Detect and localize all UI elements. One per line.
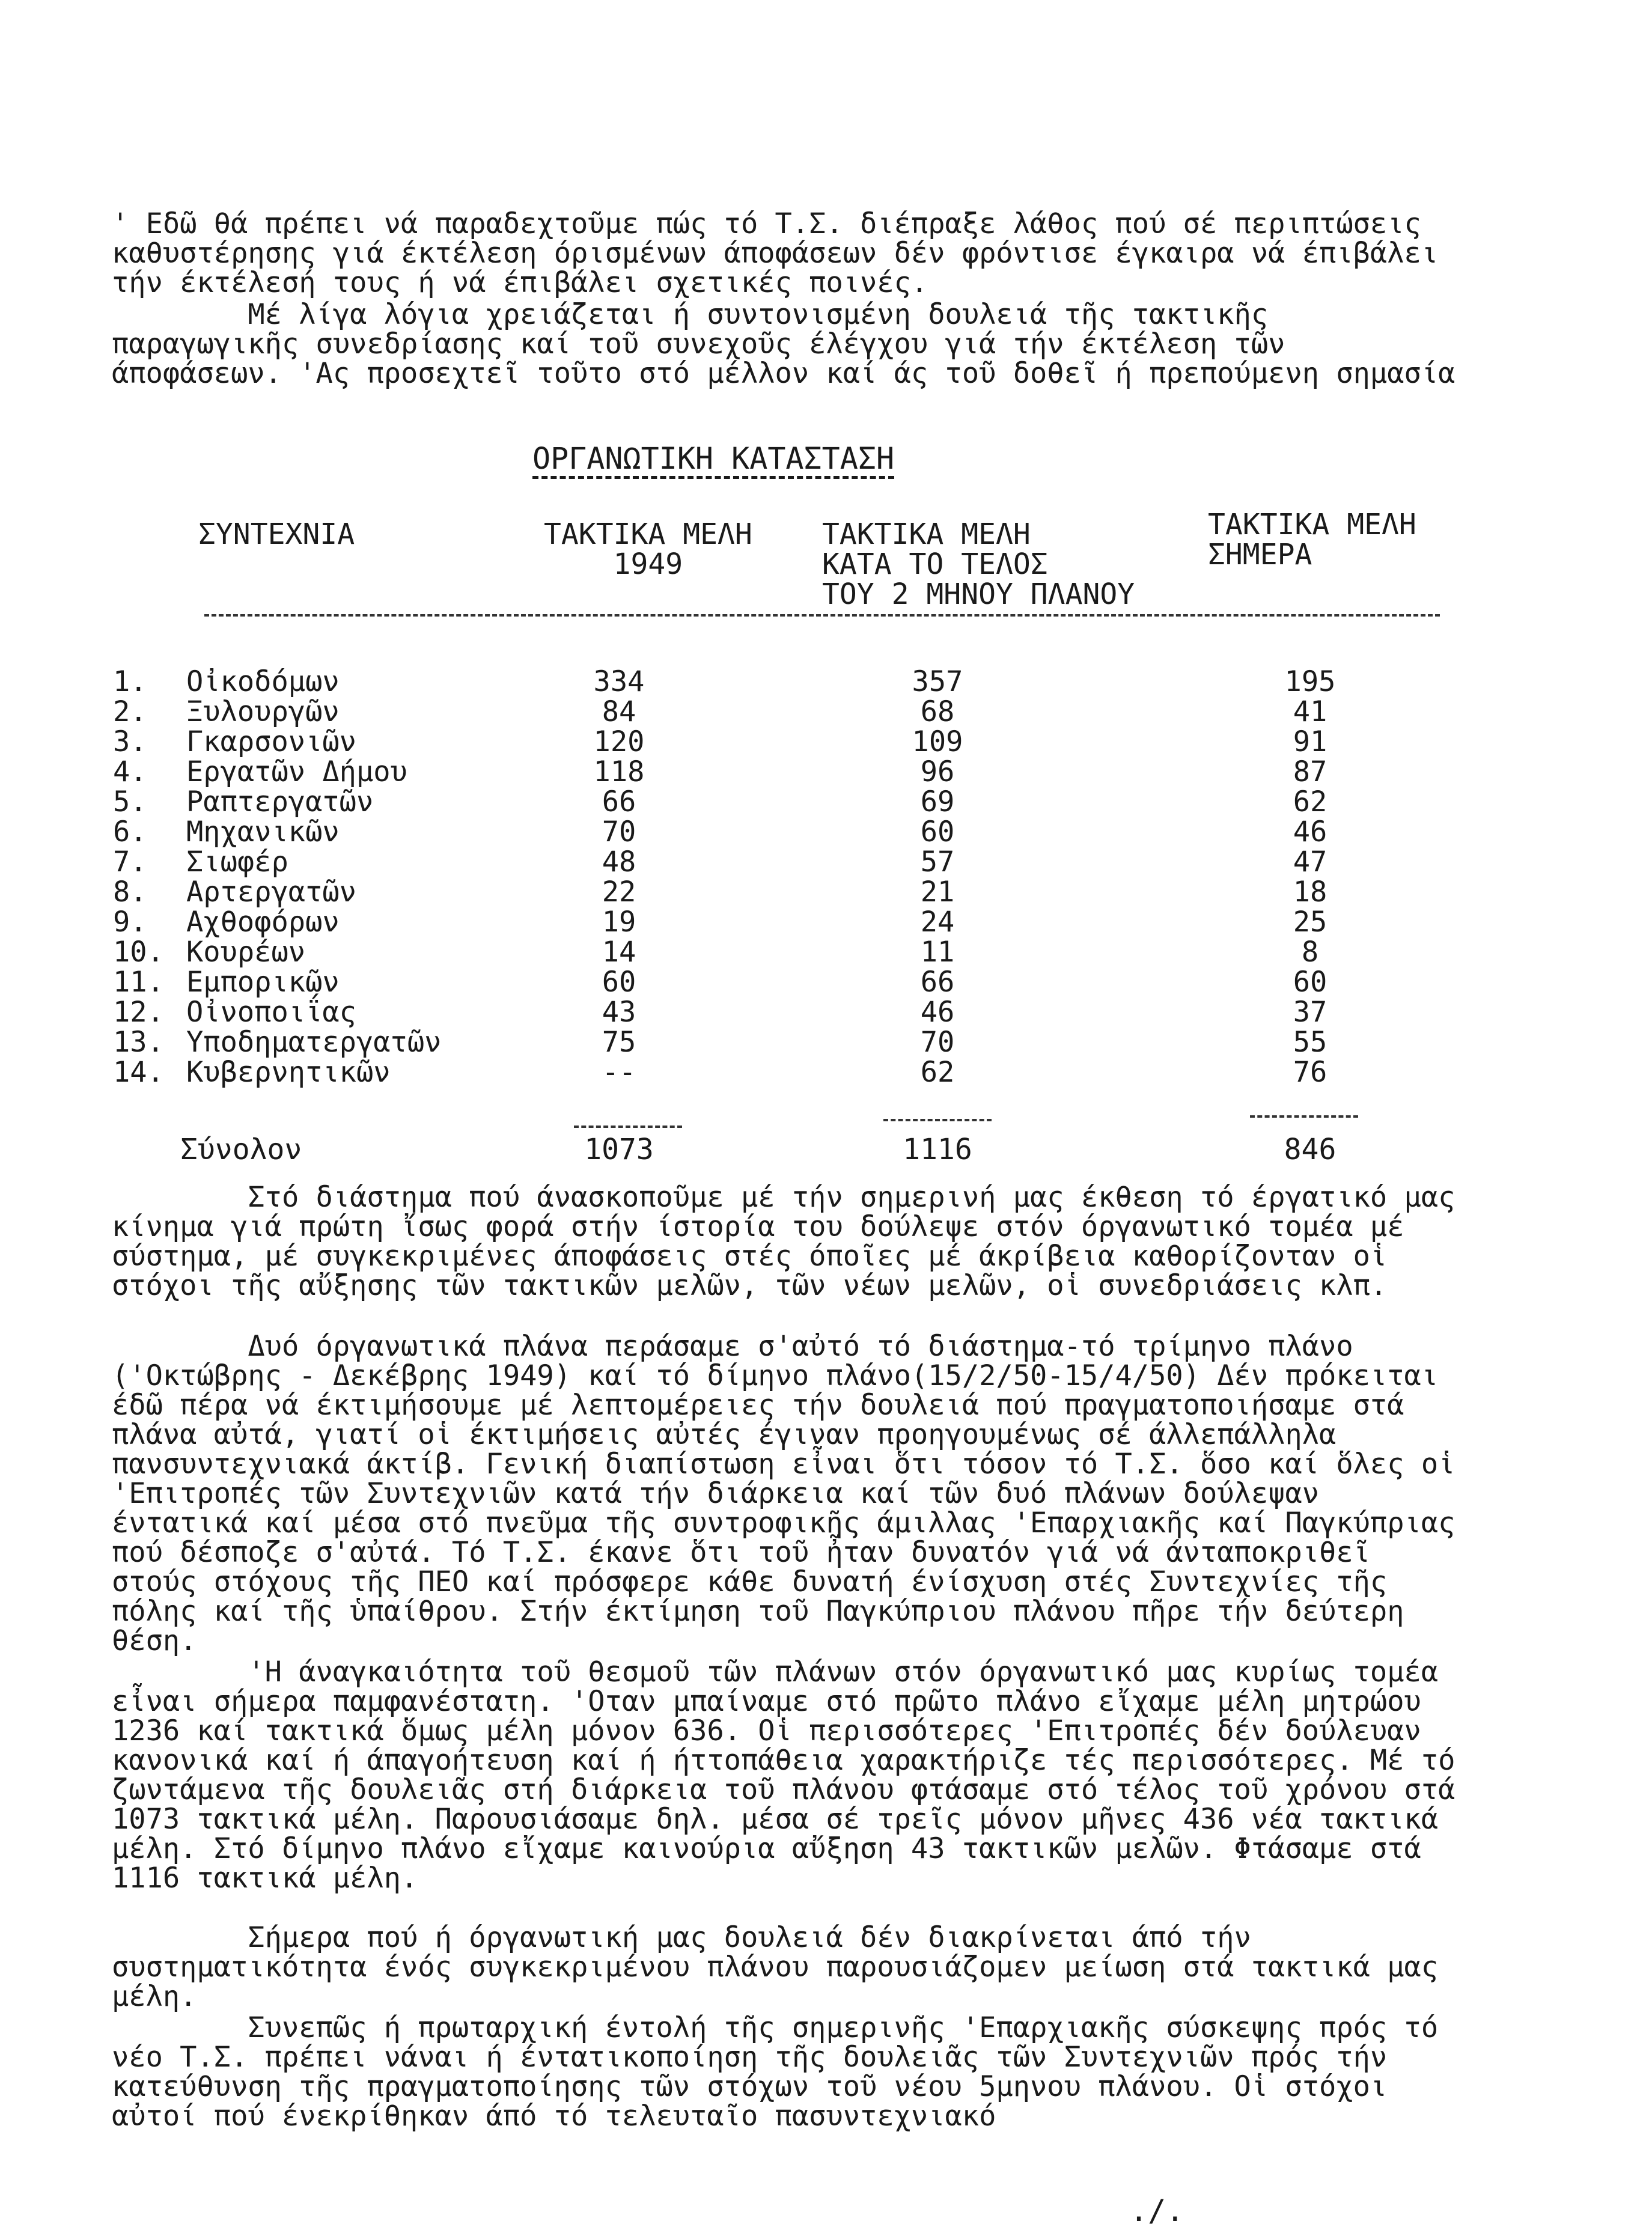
table-row xyxy=(0,667,1652,697)
total-today: 846 xyxy=(1284,1133,1337,1166)
members-1949: 19 xyxy=(602,906,636,939)
body-paragraph-5: Συνεπῶς ή πρωταρχική έντολή τῆς σημερινῆς 'Επαρχιακῆς σύσκεψης πρός τό νέο Τ.Σ. πρέπει νάναι ή έντατικοποίηση τῆς δουλειᾶς τῶν Συντεχνιῶν πρός τήν κατεύθυνση τῆς πραγματοποίησης τῶν στόχων τοῦ νέου 5μηνου πλάνου. Οἱ στόχοι αὐτοί πού ένεκρίθηκαν άπό τό τελευταῖο πασυντεχνιακό xyxy=(112,2011,1455,2133)
body-paragraph-2: Δυό όργανωτικά πλάνα περάσαμε σ'αὐτό τό διάστημα-τό τρίμηνο πλάνο ('Οκτώβρης - Δεκέβρης 1949) καί τό δίμηνο πλάνο(15/2/50-15/4/50) Δέν πρόκειται έδῶ πέρα νά έκτιμήσουμε μέ λεπτομέρειες τήν δουλειά πού πραγματοποιήσαμε στά πλάνα αὐτά, γιατί οἱ έκτιμήσεις αὐτές έγιναν προηγουμένως σέ άλλεπάλληλα πανσυντεχνιακά άκτίβ. Γενική διαπίστωση εἶναι ὅτι τόσον τό Τ.Σ. ὅσο καί ὅλες οἱ 'Επιτροπές τῶν Συντεχνιῶν κατά τήν διάρκεια καί τῶν δυό πλάνων δούλεψαν έντατικά καί μέσα στό πνεῦμα τῆς συντροφικῆς άμιλλας 'Επαρχιακῆς καί Παγκύπριας πού δέσποζε σ'αὐτά. Τό Τ.Σ. έκανε ὅτι τοῦ ἦταν δυνατόν γιά νά άνταποκριθεῖ στούς στόχους τῆς ΠΕΟ καί πρόσφερε κάθε δυνατή ένίσχυση στές Συντεχνίες τῆς πόλης καί τῆς ὑπαίθρου. Στήν έκτίμηση τοῦ Παγκύπριου πλάνου πῆρε τήν δεύτερη θέση. xyxy=(112,1330,1472,1657)
union-name: Γκαρσονιῶν xyxy=(186,725,356,758)
members-plan-end: 70 xyxy=(920,1026,955,1059)
members-1949: 22 xyxy=(602,876,636,909)
members-today: 46 xyxy=(1293,815,1327,848)
members-1949: 66 xyxy=(602,785,636,818)
row-number: 12. xyxy=(113,996,164,1029)
row-number: 2. xyxy=(113,695,147,728)
table-row xyxy=(0,757,1652,787)
members-1949: 84 xyxy=(602,695,636,728)
sum-line-today xyxy=(1250,1115,1358,1118)
members-plan-end: 57 xyxy=(920,845,955,879)
members-today: 76 xyxy=(1293,1056,1327,1089)
union-name: Ραπτεργατῶν xyxy=(186,785,374,818)
table-row xyxy=(0,697,1652,727)
union-name: Μηχανικῶν xyxy=(186,815,340,848)
row-number: 4. xyxy=(113,755,147,788)
union-name: Αχθοφόρων xyxy=(186,906,340,939)
header-members-1949: ΤΑΚΤΙΚΑ ΜΕΛΗ 1949 xyxy=(544,517,752,581)
members-today: 195 xyxy=(1284,665,1336,698)
union-name: Υποδηματεργατῶν xyxy=(186,1026,442,1059)
union-name: Εργατῶν Δήμου xyxy=(186,755,407,788)
table-row xyxy=(0,1028,1652,1058)
union-name: Ξυλουργῶν xyxy=(186,695,340,728)
total-plan-end: 1116 xyxy=(903,1133,972,1166)
union-name: Κουρέων xyxy=(186,936,306,969)
members-1949: -- xyxy=(602,1056,636,1089)
members-plan-end: 109 xyxy=(912,725,963,758)
members-1949: 48 xyxy=(602,845,636,879)
table-row xyxy=(0,727,1652,757)
members-1949: 70 xyxy=(602,815,636,848)
row-number: 8. xyxy=(113,876,147,909)
table-row xyxy=(0,998,1652,1028)
members-plan-end: 21 xyxy=(920,876,955,909)
members-today: 37 xyxy=(1293,996,1327,1029)
members-1949: 43 xyxy=(602,996,636,1029)
row-number: 9. xyxy=(113,906,147,939)
row-number: 1. xyxy=(113,665,147,698)
table-row xyxy=(0,847,1652,877)
members-1949: 14 xyxy=(602,936,636,969)
table-row xyxy=(0,967,1652,998)
row-number: 7. xyxy=(113,845,147,879)
members-today: 41 xyxy=(1293,695,1327,728)
table-row xyxy=(0,877,1652,907)
members-plan-end: 62 xyxy=(920,1056,955,1089)
row-number: 14. xyxy=(113,1056,164,1089)
union-name: Εμπορικῶν xyxy=(186,966,340,999)
members-plan-end: 68 xyxy=(920,695,955,728)
table-row xyxy=(0,1058,1652,1088)
members-plan-end: 69 xyxy=(920,785,955,818)
table-row xyxy=(0,787,1652,817)
totals-row xyxy=(0,1133,1652,1166)
sum-line-1949 xyxy=(574,1126,682,1128)
union-name: Κυβερνητικῶν xyxy=(186,1056,391,1089)
union-name: Οἰκοδόμων xyxy=(186,665,340,698)
total-1949: 1073 xyxy=(584,1133,654,1166)
body-paragraph-1: Στό διάστημα πού άνασκοποῦμε μέ τήν σημερινή μας έκθεση τό έργατικό μας κίνημα γιά πρώτη ἴσως φορά στήν ίστορία του δούλεψε στόν όργανωτικό τομέα μέ σύστημα, μέ συγκεκριμένες άποφάσεις στές όποῖες μέ άκρίβεια καθορίζονταν οἱ στόχοι τῆς αὔξησης τῶν τακτικῶν μελῶν, τῶν νέων μελῶν, οἱ συνεδριάσεις κλπ. xyxy=(112,1181,1472,1302)
members-today: 18 xyxy=(1293,876,1327,909)
members-plan-end: 66 xyxy=(920,966,955,999)
members-today: 47 xyxy=(1293,845,1327,879)
members-plan-end: 46 xyxy=(920,996,955,1029)
table-row xyxy=(0,817,1652,847)
row-number: 13. xyxy=(113,1026,164,1059)
members-1949: 75 xyxy=(602,1026,636,1059)
members-1949: 334 xyxy=(593,665,645,698)
total-label: Σύνολον xyxy=(180,1133,302,1166)
union-name: Σιωφέρ xyxy=(186,845,288,879)
row-number: 10. xyxy=(113,936,164,969)
members-today: 55 xyxy=(1293,1026,1327,1059)
members-plan-end: 11 xyxy=(920,936,955,969)
members-today: 91 xyxy=(1293,725,1327,758)
members-plan-end: 24 xyxy=(920,906,955,939)
members-today: 62 xyxy=(1293,785,1327,818)
row-number: 6. xyxy=(113,815,147,848)
sum-line-plan-end xyxy=(883,1119,992,1121)
table-row xyxy=(0,937,1652,967)
union-name: Οἰνοποιΐας xyxy=(186,996,356,1029)
header-divider xyxy=(204,614,1440,617)
union-name: Αρτεργατῶν xyxy=(186,876,356,909)
members-plan-end: 96 xyxy=(920,755,955,788)
row-number: 11. xyxy=(113,966,164,999)
row-number: 3. xyxy=(113,725,147,758)
members-1949: 120 xyxy=(593,725,645,758)
header-union: ΣΥΝΤΕΧΝΙΑ xyxy=(198,517,355,551)
members-plan-end: 357 xyxy=(912,665,963,698)
members-plan-end: 60 xyxy=(920,815,955,848)
continuation-mark: ./. xyxy=(1130,2193,1184,2228)
members-today: 60 xyxy=(1293,966,1327,999)
header-members-today: ΤΑΚΤΙΚΑ ΜΕΛΗ ΣΗΜΕΡΑ xyxy=(1208,508,1416,571)
table-row xyxy=(0,907,1652,937)
intro-paragraph-2: Μέ λίγα λόγια χρειάζεται ή συντονισμένη δουλειά τῆς τακτικῆς παραγωγικῆς συνεδρίασης καί τοῦ συνεχοῦς έλέγχου γιά τήν έκτέλεση τῶν άποφάσεων. 'Ας προσεχτεῖ τοῦτο στό μέλλον καί άς τοῦ δοθεῖ ή πρεπούμενη σημασία xyxy=(112,298,1455,390)
members-1949: 118 xyxy=(593,755,645,788)
members-today: 8 xyxy=(1301,936,1319,969)
header-members-plan-end: ΤΑΚΤΙΚΑ ΜΕΛΗ ΚΑΤΑ ΤΟ ΤΕΛΟΣ ΤΟΥ 2 ΜΗΝΟΥ ΠΛΑΝΟΥ xyxy=(822,517,1135,611)
members-today: 87 xyxy=(1293,755,1327,788)
body-paragraph-4: Σήμερα πού ή όργανωτική μας δουλειά δέν διακρίνεται άπό τήν συστηματικότητα ένός συγκεκριμένου πλάνου παρουσιάζομεν μείωση στά τακτικά μας μέλη. xyxy=(112,1921,1455,2013)
table-title: ΟΡΓΑΝΩΤΙΚΗ ΚΑΤΑΣΤΑΣΗ xyxy=(532,441,895,476)
body-paragraph-3: 'Η άναγκαιότητα τοῦ θεσμοῦ τῶν πλάνων στόν όργανωτικό μας κυρίως τομέα εἶναι σήμερα παμφανέστατη. 'Οταν μπαίναμε στό πρῶτο πλάνο εἴχαμε μέλη μητρώου 1236 καί τακτικά ὅμως μέλη μόνον 636. Οἱ περισσότερες 'Επιτροπές δέν δούλευαν κανονικά καί ή άπαγοήτευση καί ή ήττοπάθεια χαρακτήριζε τές περισσότερες. Μέ τό ζωντάμενα τῆς δουλειᾶς στή διάρκεια τοῦ πλάνου φτάσαμε στό τέλος τοῦ χρόνου στά 1073 τακτικά μέλη. Παρουσιάσαμε δηλ. μέσα σέ τρεῖς μόνον μῆνες 436 νέα τακτικά μέλη. Στό δίμηνο πλάνο εἴχαμε καινούρια αὔξηση 43 τακτικῶν μελῶν. Φτάσαμε στά 1116 τακτικά μέλη. xyxy=(112,1656,1472,1895)
intro-paragraph-1: ' Εδῶ θά πρέπει νά παραδεχτοῦμε πώς τό Τ.Σ. διέπραξε λάθος πού σέ περιπτώσεις καθυστέρησης γιά έκτέλεση όρισμένων άποφάσεων δέν φρόντισε έγκαιρα νά έπιβάλει τήν έκτέλεσή τους ή νά έπιβάλει σχετικές ποινές. xyxy=(112,207,1455,299)
row-number: 5. xyxy=(113,785,147,818)
members-1949: 60 xyxy=(602,966,636,999)
members-today: 25 xyxy=(1293,906,1327,939)
